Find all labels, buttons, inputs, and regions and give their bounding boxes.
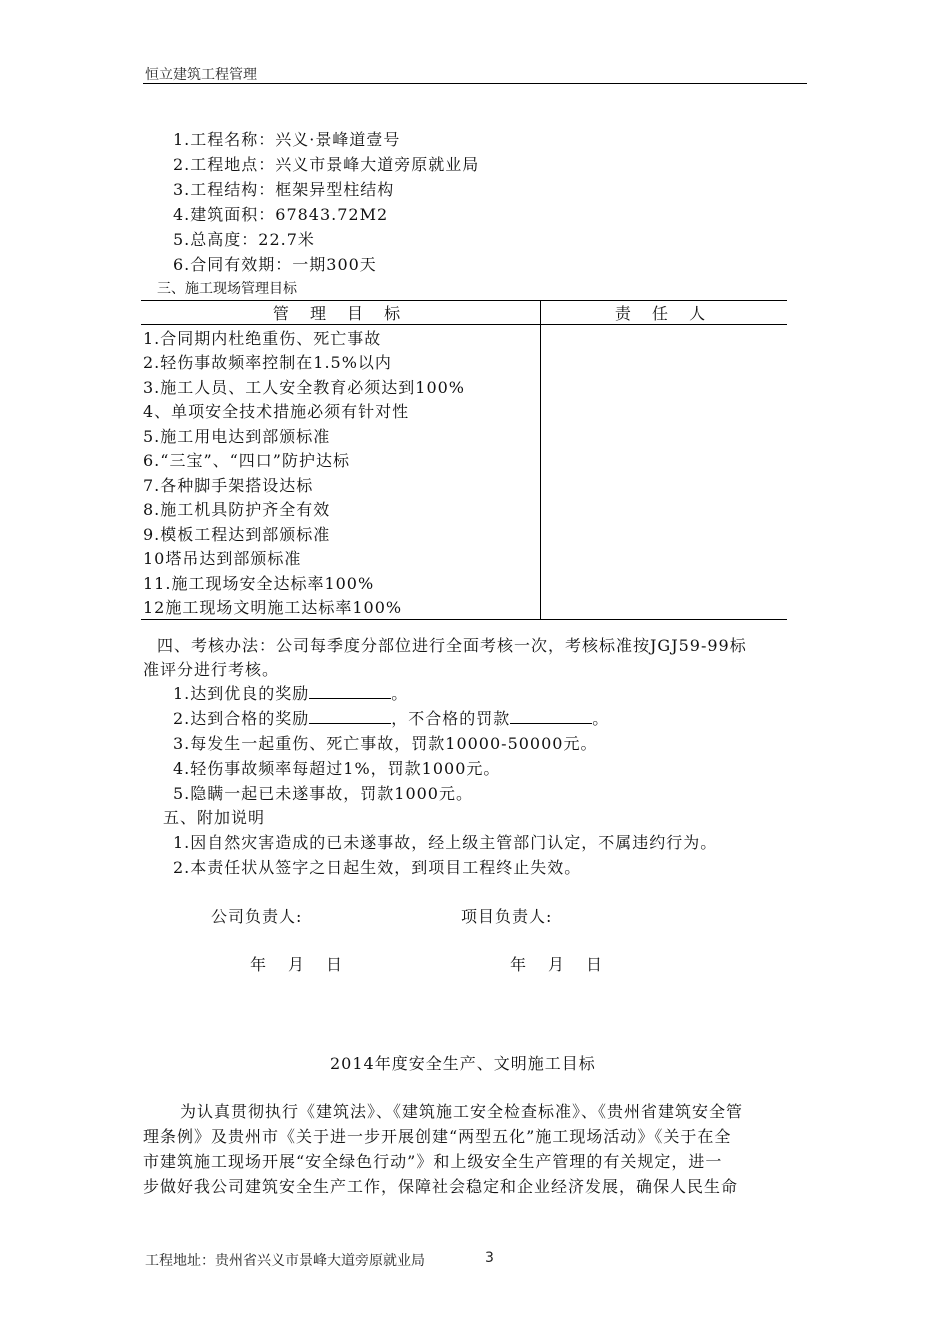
item2-mid: ，不合格的罚款 bbox=[391, 709, 511, 728]
person-cell bbox=[541, 350, 788, 375]
table-row bbox=[141, 497, 787, 522]
paragraph-line: 市建筑施工现场开展“安全绿色行动”》和上级安全生产管理的有关规定，进一 bbox=[143, 1152, 723, 1171]
project-info-4: 4.建筑面积：67843.72M2 bbox=[173, 205, 389, 224]
reward-excellent-blank bbox=[309, 684, 391, 699]
goal-cell: 7.各种脚手架搭设达标 bbox=[141, 472, 541, 497]
section-title: 2014年度安全生产、文明施工目标 bbox=[330, 1054, 596, 1073]
person-cell bbox=[541, 374, 788, 399]
table-row bbox=[141, 546, 787, 571]
person-cell bbox=[541, 472, 788, 497]
goal-cell: 2.轻伤事故频率控制在1.5%以内 bbox=[141, 350, 541, 375]
person-cell bbox=[541, 595, 788, 620]
project-info-5: 5.总高度：22.7米 bbox=[173, 230, 315, 249]
section5-heading: 五、附加说明 bbox=[163, 808, 266, 827]
paragraph-line: 为认真贯彻执行《建筑法》、《建筑施工安全检查标准》、《贵州省建筑安全管 bbox=[180, 1102, 744, 1121]
assessment-item-5: 5.隐瞒一起已未遂事故，罚款1000元。 bbox=[173, 784, 473, 803]
goal-cell: 12施工现场文明施工达标率100% bbox=[141, 595, 541, 620]
page-number: 3 bbox=[485, 1250, 494, 1266]
goal-cell: 10塔吊达到部颁标准 bbox=[141, 546, 541, 571]
goals-table-header bbox=[141, 301, 787, 325]
fine-unqualified-blank bbox=[510, 709, 592, 724]
table-row bbox=[141, 325, 787, 350]
goals-table bbox=[141, 300, 787, 620]
project-sign-date: 年 月 日 bbox=[510, 955, 606, 974]
item1-end: 。 bbox=[391, 684, 409, 703]
goal-cell: 1.合同期内杜绝重伤、死亡事故 bbox=[141, 325, 541, 350]
goal-cell: 9.模板工程达到部颁标准 bbox=[141, 521, 541, 546]
assessment-item-1 bbox=[173, 681, 408, 704]
col-goal-header: 管 理 目 标 bbox=[141, 301, 541, 325]
note-item-1: 1.因自然灾害造成的已未遂事故，经上级主管部门认定，不属违约行为。 bbox=[173, 833, 718, 852]
reward-qualified-blank bbox=[309, 709, 391, 724]
person-cell bbox=[541, 521, 788, 546]
project-info-3: 3.工程结构：框架异型柱结构 bbox=[173, 180, 395, 199]
item2-label: 2.达到合格的奖励 bbox=[173, 709, 310, 728]
person-cell bbox=[541, 399, 788, 424]
assessment-item-3: 3.每发生一起重伤、死亡事故，罚款10000-50000元。 bbox=[173, 734, 598, 753]
table-row bbox=[141, 521, 787, 546]
assessment-item-4: 4.轻伤事故频率每超过1%，罚款1000元。 bbox=[173, 759, 501, 778]
project-info-1: 1.工程名称：兴义·景峰道壹号 bbox=[173, 130, 401, 149]
person-cell bbox=[541, 325, 788, 350]
person-cell bbox=[541, 497, 788, 522]
table-row bbox=[141, 350, 787, 375]
project-signatory-label: 项目负责人: bbox=[461, 907, 553, 926]
person-cell bbox=[541, 448, 788, 473]
table-row bbox=[141, 374, 787, 399]
table-row bbox=[141, 423, 787, 448]
goal-cell: 3.施工人员、工人安全教育必须达到100% bbox=[141, 374, 541, 399]
section4-heading-line2: 准评分进行考核。 bbox=[143, 660, 280, 679]
paragraph-line: 步做好我公司建筑安全生产工作，保障社会稳定和企业经济发展，确保人民生命 bbox=[143, 1177, 739, 1196]
project-info-2: 2.工程地点：兴义市景峰大道旁原就业局 bbox=[173, 155, 480, 174]
table-row bbox=[141, 595, 787, 620]
table-row bbox=[141, 448, 787, 473]
company-signatory-label: 公司负责人: bbox=[211, 907, 303, 926]
paragraph-line: 理条例》及贵州市《关于进一步开展创建“两型五化”施工现场活动》《关于在全 bbox=[143, 1127, 732, 1146]
goal-cell: 4、单项安全技术措施必须有针对性 bbox=[141, 399, 541, 424]
person-cell bbox=[541, 570, 788, 595]
col-person-header: 责 任 人 bbox=[541, 301, 788, 325]
section3-heading: 三、施工现场管理目标 bbox=[157, 281, 297, 297]
company-sign-date: 年 月 日 bbox=[250, 955, 346, 974]
intro-paragraph bbox=[143, 1099, 807, 1199]
goal-cell: 6.“三宝”、“四口”防护达标 bbox=[141, 448, 541, 473]
goal-cell: 11.施工现场安全达标率100% bbox=[141, 570, 541, 595]
item2-end: 。 bbox=[592, 709, 610, 728]
table-row bbox=[141, 570, 787, 595]
goal-cell: 5.施工用电达到部颁标准 bbox=[141, 423, 541, 448]
section4-heading-line1: 四、考核办法：公司每季度分部位进行全面考核一次，考核标准按JGJ59-99标 bbox=[157, 636, 747, 655]
table-row bbox=[141, 399, 787, 424]
assessment-item-2 bbox=[173, 706, 609, 729]
table-row bbox=[141, 472, 787, 497]
header-rule bbox=[143, 83, 807, 84]
note-item-2: 2.本责任状从签字之日起生效，到项目工程终止失效。 bbox=[173, 858, 582, 877]
person-cell bbox=[541, 423, 788, 448]
footer-address: 工程地址：贵州省兴义市景峰大道旁原就业局 bbox=[145, 1253, 425, 1269]
person-cell bbox=[541, 546, 788, 571]
item1-label: 1.达到优良的奖励 bbox=[173, 684, 310, 703]
header-title: 恒立建筑工程管理 bbox=[145, 67, 257, 83]
goal-cell: 8.施工机具防护齐全有效 bbox=[141, 497, 541, 522]
project-info-6: 6.合同有效期：一期300天 bbox=[173, 255, 377, 274]
